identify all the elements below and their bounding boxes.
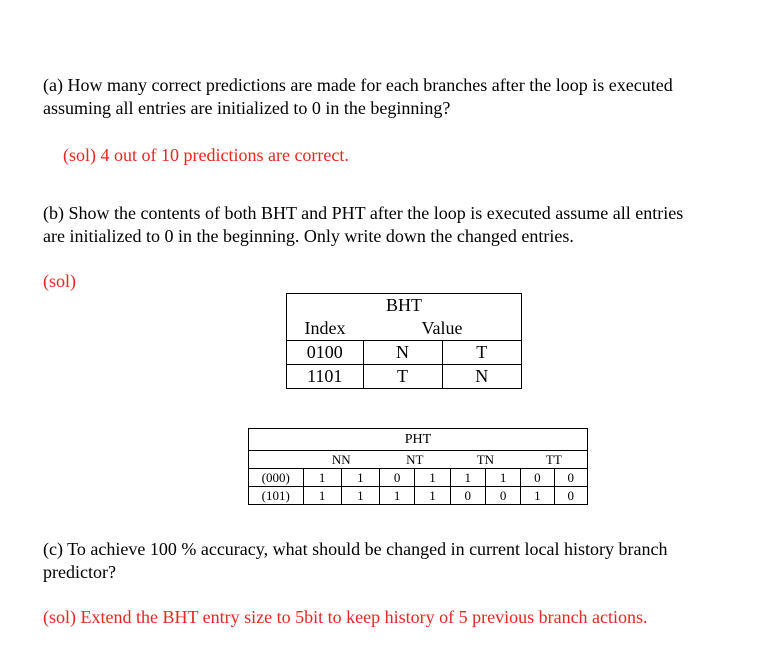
pht-row-label: (000) — [249, 469, 304, 487]
pht-bit: 1 — [379, 487, 414, 505]
pht-bit: 1 — [341, 487, 379, 505]
pht-group-nt: NT — [406, 452, 424, 467]
question-c-line2: predictor? — [43, 562, 116, 582]
pht-bit: 1 — [303, 469, 341, 487]
pht-row — [249, 487, 588, 505]
bht-title: BHT — [287, 294, 522, 318]
pht-corner — [249, 451, 304, 469]
pht-table — [248, 428, 588, 505]
pht-bit: 1 — [303, 487, 341, 505]
question-b-line1: (b) Show the contents of both BHT and PHT after the loop is executed assume all entries — [43, 203, 684, 223]
question-a-line1: (a) How many correct predictions are made for each branches after the loop is executed — [43, 75, 673, 95]
pht-bit: 1 — [415, 469, 450, 487]
pht-bit: 0 — [450, 487, 485, 505]
question-c-line1: (c) To achieve 100 % accuracy, what should be changed in current local history branch — [43, 539, 668, 559]
bht-table — [286, 293, 522, 389]
pht-group-tn: TN — [476, 452, 495, 467]
bht-row — [287, 341, 522, 365]
pht-bit: 0 — [379, 469, 414, 487]
bht-cell-value: T — [363, 365, 442, 389]
answer-a: (sol) 4 out of 10 predictions are correct. — [63, 145, 349, 165]
pht-bit: 1 — [521, 487, 554, 505]
pht-bit: 0 — [521, 469, 554, 487]
pht-group-tt: TT — [521, 451, 588, 469]
pht-bit: 1 — [485, 469, 520, 487]
question-a-line2: assuming all entries are initialized to 0 in the beginning? — [43, 98, 451, 118]
bht-col-index: Index — [287, 317, 364, 341]
bht-cell-value: T — [442, 341, 522, 365]
bht-cell-value: N — [363, 341, 442, 365]
bht-cell-index: 1101 — [287, 365, 364, 389]
answer-c: (sol) Extend the BHT entry size to 5bit to keep history of 5 previous branch actions. — [43, 607, 648, 627]
pht-row-label: (101) — [249, 487, 304, 505]
pht-bit: 1 — [341, 469, 379, 487]
bht-row — [287, 365, 522, 389]
bht-col-value: Value — [363, 317, 522, 341]
pht-row — [249, 469, 588, 487]
pht-group-nn: NN — [331, 452, 351, 467]
pht-bit: 0 — [554, 487, 587, 505]
question-b-line2: are initialized to 0 in the beginning. Only write down the changed entries. — [43, 226, 574, 246]
bht-cell-index: 0100 — [287, 341, 364, 365]
bht-cell-value: N — [442, 365, 522, 389]
pht-bit: 1 — [450, 469, 485, 487]
pht-bit: 1 — [415, 487, 450, 505]
pht-bit: 0 — [554, 469, 587, 487]
answer-b: (sol) — [43, 271, 76, 291]
pht-title: PHT — [249, 429, 588, 451]
pht-bit: 0 — [485, 487, 520, 505]
